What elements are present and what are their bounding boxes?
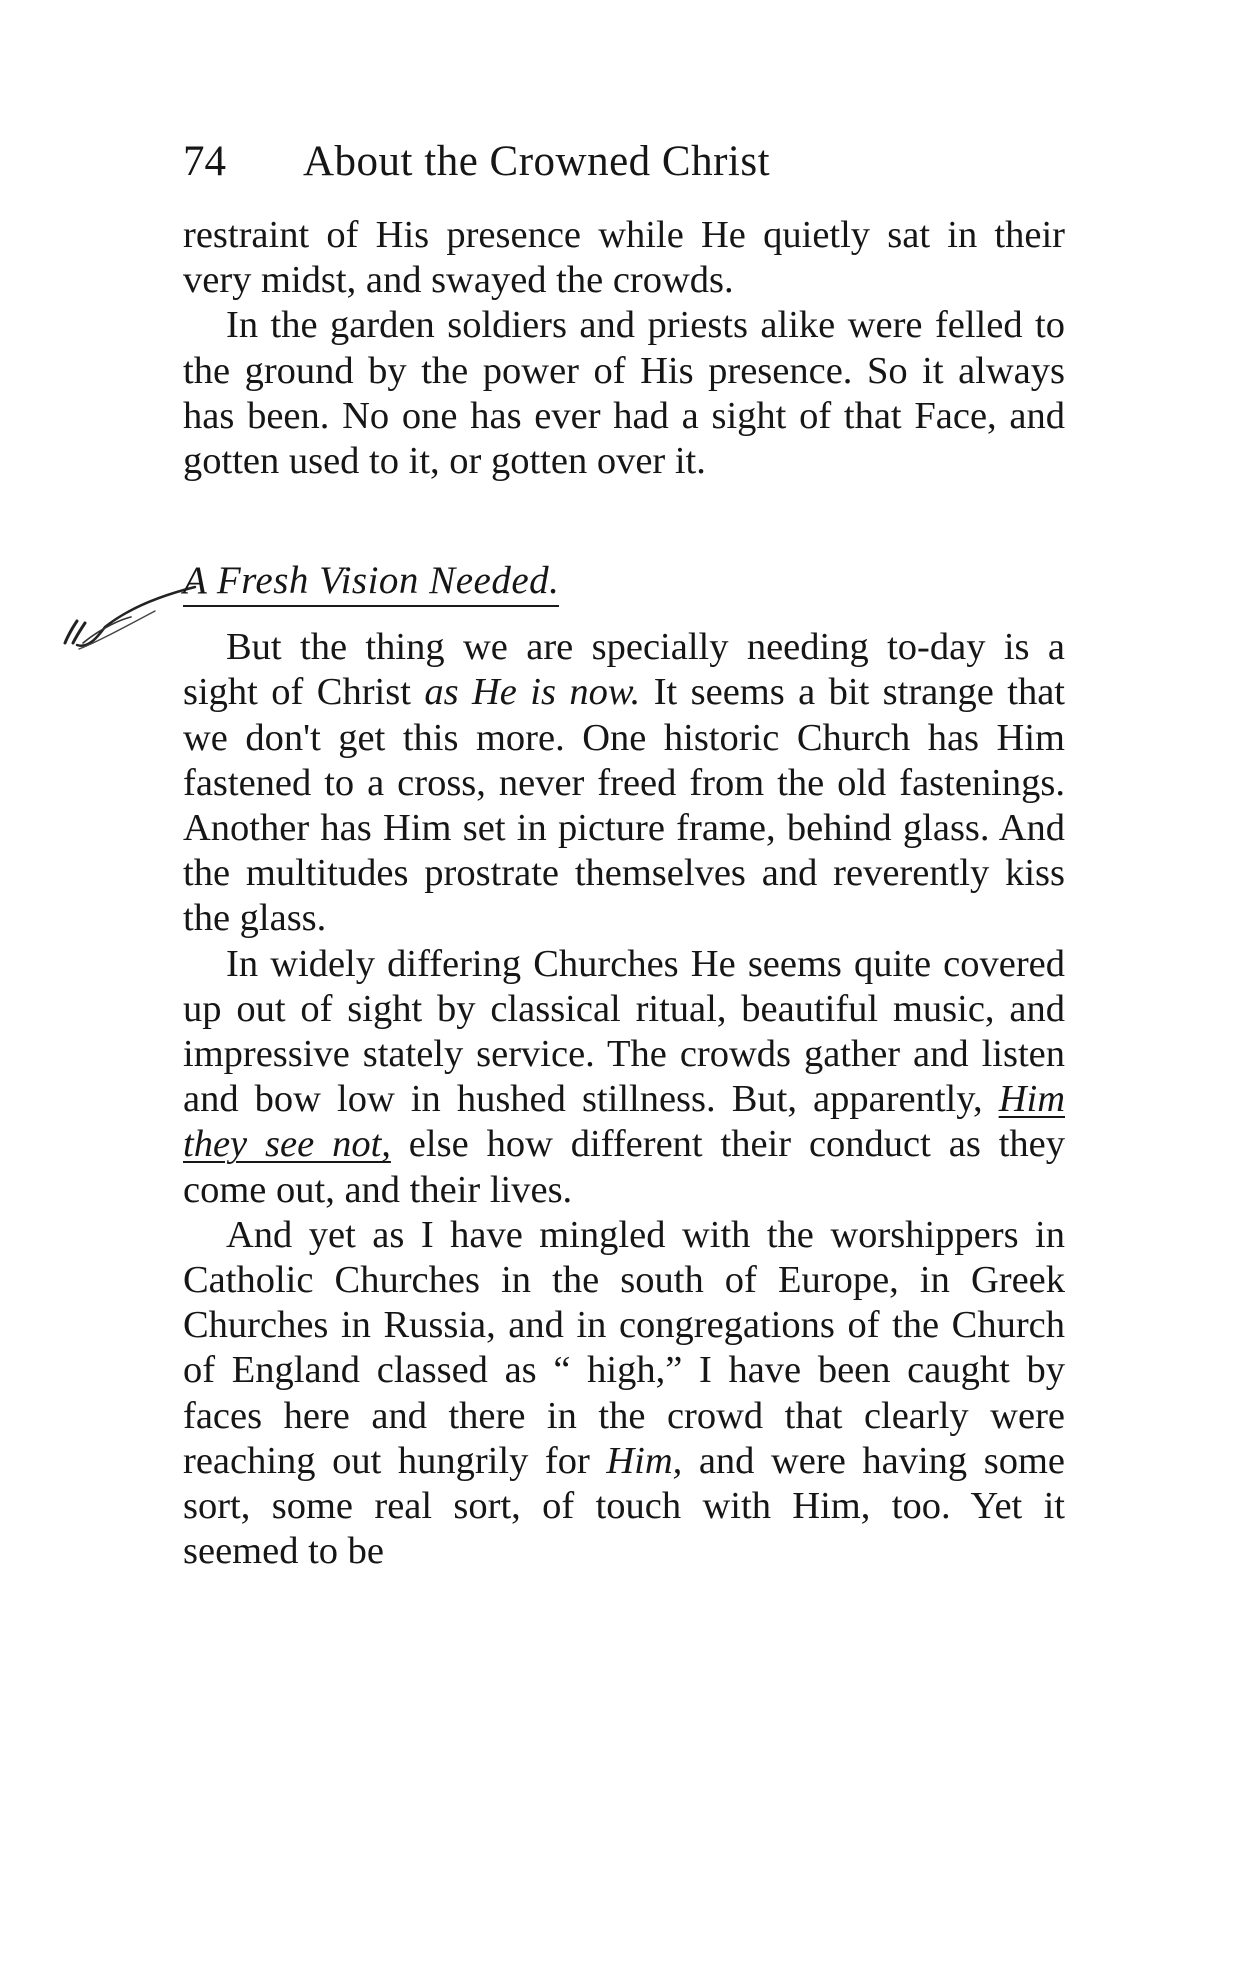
paragraph <box>183 1213 1065 1575</box>
paragraph-text: and were having some sort, some real sort, of touch with Him, too. Yet it seemed to be <box>183 1439 1065 1573</box>
paragraph-text: It seems a bit strange that we don't get this more. One historic Church has Him fastened to a cross, never freed from the old fastenings. Another has Him set in picture frame, behind glass. And the multitudes prostrate themselves and reverently kiss the glass. <box>183 671 1065 940</box>
paragraph <box>183 625 1065 941</box>
running-title: About the Crowned Christ <box>303 138 771 185</box>
paragraph: In the garden soldiers and priests alike were felled to the ground by the power of His presence. So it always has been. No one has ever had a sight of that Face, and gotten used to it, or gotten over it. <box>183 304 1065 483</box>
handwritten-check-mark-icon <box>55 583 200 673</box>
paragraph-text: But the thing we are specially needing to-day is a sight of Christ <box>183 626 1065 714</box>
emphasis-text: as He is now. <box>424 671 641 714</box>
page-number: 74 <box>183 138 226 185</box>
paragraph <box>183 942 1065 1213</box>
running-header <box>183 132 1063 192</box>
paragraph-text: else how different their conduct as they come out, and their lives. <box>183 1123 1065 1211</box>
underlined-emphasis-text: Him they see not, <box>183 1078 1065 1166</box>
emphasis-text: Him, <box>606 1439 683 1482</box>
page-body <box>183 213 1065 1574</box>
paragraph-text: In widely differing Churches He seems quite covered up out of sight by classical ritual, beautiful music, and impressive stately service. The crowds gather and listen and bow low in hushed stillness. But, apparently, <box>183 942 1065 1121</box>
section-heading <box>183 558 1065 607</box>
paragraph: restraint of His presence while He quietly sat in their very midst, and swayed the crowds. <box>183 214 1065 302</box>
paragraph-text: And yet as I have mingled with the worshippers in Catholic Churches in the south of Europe, in Greek Churches in Russia, and in congregations of the Church of England classed as “ high,” I have been caught by faces here and there in the crowd that clearly were reaching out hungrily for <box>183 1213 1065 1482</box>
section-heading-text: A Fresh Vision Needed. <box>183 558 559 607</box>
